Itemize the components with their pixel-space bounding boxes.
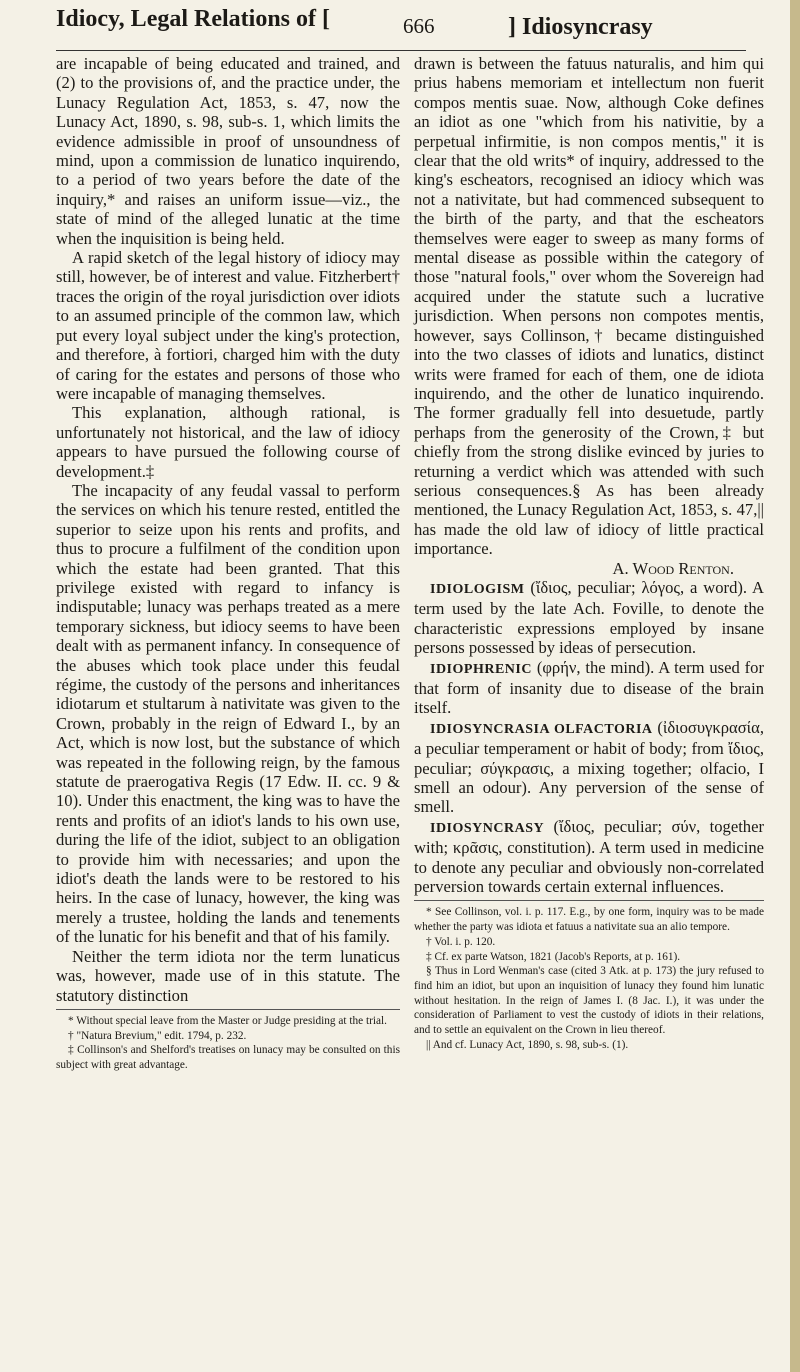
footnote: * See Collinson, vol. i. p. 117. E.g., by one form, inquiry was to be made whether the party was idiota et fatuus a nativitate sua an alio tempore. — [414, 906, 764, 934]
left-column — [56, 54, 400, 1073]
dictionary-entry — [414, 658, 764, 718]
author-signature: A. Wood Renton. — [612, 558, 734, 578]
paragraph: are incapable of being educated and trained, and (2) to the provisions of, and the practice under, the Lunacy Regulation Act, 1853, s. 47, now the Lunacy Act, 1890, s. 98, sub-s. 1, which limits the evidence admissible in proof of unsoundness of mind, upon a commission de lunatico inquirendo, to a period of two years before the date of the inquiry,* and raises an uniform issue—viz., the state of mind of the alleged lunatic at the time when the inquisition is being held. — [56, 54, 400, 248]
running-head-right: ] Idiosyncrasy — [508, 14, 653, 40]
entry-definition: (φρήν, the mind). A term used for that form of insanity due to disease of the brain itself. — [414, 657, 764, 718]
entry-definition: (ἴδιος, peculiar; λόγος, a word). A term used by the late Ach. Foville, to denote the characteristic expressions employed by insane persons possessed by ideas of persecution. — [414, 577, 764, 658]
footnote: § Thus in Lord Wenman's case (cited 3 Atk. at p. 173) the jury refused to find him an idiot, but upon an inquisition of lunacy they found him lunatic without hesitation. In the reign of James I. (8 Jac. I.), it was under the consideration of Parliament to vest the custody of idiots in their relations, and to settle an equivalent on the Crown in lieu thereof. — [414, 965, 764, 1037]
paragraph: The incapacity of any feudal vassal to perform the services on which his tenure rested, entitled the superior to seize upon his rents and profits, and thus to procure a fulfilment of the condition upon which the estate had been granted. That this privilege existed with regard to infancy is indisputable; lunacy was perhaps treated as a mere temporary sickness, but idiocy seems to have been dealt with as permanent infancy. In consequence of the abuses which took place under this feudal régime, the custody of the persons and inheritances idiotarum et stultarum à nativitate was given to the Crown, probably in the reign of Edward I., by an Act, which is now lost, but the substance of which was repeated in the following reign, by the famous statute de praerogativa Regis (17 Edw. II. cc. 9 & 10). Under this enactment, the king was to have the rents and profits of an idiot's lands to his own use, during the life of the idiot, subject to an obligation to provide him with necessaries; and upon the idiot's death the lands were to be restored to his heirs. In the case of lunacy, however, the king was merely a trustee, holding the lands and tenements of the lunatic for his benefit and that of his family. — [56, 480, 400, 947]
footnote: † "Natura Brevium," edit. 1794, p. 232. — [68, 1029, 247, 1042]
page-number: 666 — [403, 14, 435, 38]
entry-headword: IDIOPHRENIC — [430, 661, 532, 677]
entry-headword: IDIOSYNCRASIA OLFACTORIA — [430, 721, 653, 737]
entry-headword: IDIOSYNCRASY — [430, 820, 545, 836]
entry-headword: IDIOLOGISM — [430, 581, 525, 597]
footnote: || And cf. Lunacy Act, 1890, s. 98, sub-s. (1). — [426, 1038, 629, 1051]
paragraph: drawn is between the fatuus naturalis, and him qui prius habens memoriam et intellectum non fuerit compos mentis suae. Now, although Coke defines an idiot as one "which from his nativitie, by a perpetual infirmitie, is non compos mentis," it is clear that the old writs* of inquiry, addressed to the king's escheators, recognised an idiocy which was not a nativitate, but had commenced subsequent to the birth of the party, and that the escheators themselves were eager to sweep as many forms of mental disease as possible within the category of those "natural fools," over whom the Sovereign had acquired under the statute such a lucrative jurisdiction. When persons non compotes mentis, however, says Collinson,† became distinguished into the two classes of idiots and lunatics, distinct writs were framed for each of them, one de idiota inquirendo, and the other de lunatico inquirendo. The former gradually fell into desuetude, partly perhaps from the generosity of the Crown,‡ but chiefly from the strong dislike evinced by juries to returning a verdict which was attended with such serious consequences.§ As has been already mentioned, the Lunacy Regulation Act, 1853, s. 47,|| has made the old law of idiocy of little practical importance. — [414, 54, 764, 559]
page-edge — [790, 0, 800, 1372]
paragraph: Neither the term idiota nor the term lunaticus was, however, made use of in this statute. The statutory distinction — [56, 946, 400, 1005]
footnote-rule — [56, 1009, 400, 1010]
right-column — [414, 54, 764, 1053]
dictionary-entry — [414, 718, 764, 817]
entry-definition: (ἰδιοσυγκρασία, a peculiar temperament or habit of body; from ἴδιος, peculiar; σύγκρασις, a mixing together; olfacio, I smell an odour). Any perversion of the sense of smell. — [414, 717, 764, 817]
dictionary-entry — [414, 817, 764, 897]
footnote-rule — [414, 900, 764, 901]
running-head — [56, 4, 746, 44]
footnote: ‡ Cf. ex parte Watson, 1821 (Jacob's Reports, at p. 161). — [426, 950, 681, 963]
header-rule — [56, 50, 746, 51]
footnote: * Without special leave from the Master or Judge presiding at the trial. — [68, 1014, 388, 1027]
paragraph: This explanation, although rational, is unfortunately not historical, and the law of idiocy appears to have pursued the following course of development.‡ — [56, 403, 400, 481]
paragraph: A rapid sketch of the legal history of idiocy may still, however, be of interest and value. Fitzherbert† traces the origin of the royal jurisdiction over idiots to an assumed principle of the common law, which put every loyal subject under the king's protection, and therefore, à fortiori, charged him with the duty of caring for the estates and persons of those who were incapable of managing themselves. — [56, 248, 400, 403]
entry-definition: (ἴδιος, peculiar; σύν, together with; κρᾶσις, constitution). A term used in medicine to denote any peculiar and obviously non-correlated perversion towards certain external influences. — [414, 816, 764, 897]
running-head-left: Idiocy, Legal Relations of [ — [56, 6, 330, 32]
dictionary-entry — [414, 578, 764, 658]
footnote: ‡ Collinson's and Shelford's treatises on lunacy may be consulted on this subject with great advantage. — [56, 1044, 400, 1072]
footnote: † Vol. i. p. 120. — [426, 935, 496, 948]
